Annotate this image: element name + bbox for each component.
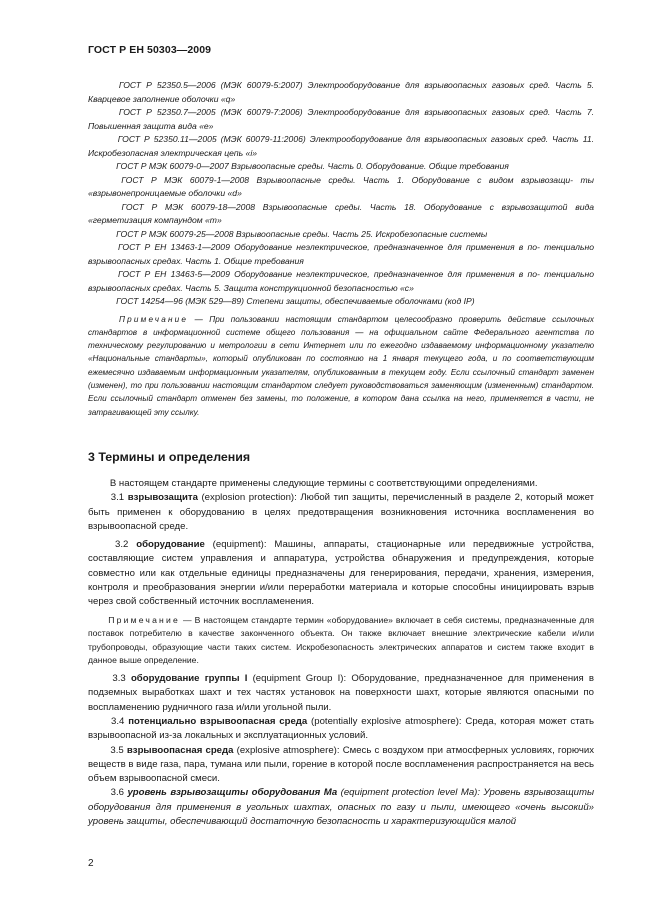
reference-item: ГОСТ Р ЕН 13463-5—2009 Оборудование неэлектрическое, предназначенное для применения в по- тенциально взрывоопасных средах. Часть 5. Защита конструкционной безопасностью «с» — [88, 269, 595, 293]
terms-body — [88, 477, 594, 829]
term-3-2: 3.2 оборудование (equipment): Машины, аппараты, стационарные или передвижные устройства, составляющие систем управления и аппаратура, устройства обнаружения и предупреждения, которые совместно или как отдельные единицы предназначены для генерирования, передачи, хранения, измерения, контроля и преобразования энергии и/или переработки материала и которые способны инициировать взрыв через свой собственный источник воспламенения. — [88, 539, 594, 608]
normative-references — [88, 79, 594, 419]
reference-item: ГОСТ Р МЭК 60079-18—2008 Взрывоопасные среды. Часть 18. Оборудование с взрывозащитой вида «герметизация компаундом «m» — [88, 201, 594, 225]
note-label: Примечание — [108, 614, 180, 625]
page-header: ГОСТ Р ЕН 50303—2009 — [88, 44, 212, 56]
reference-item: ГОСТ Р 52350.7—2005 (МЭК 60079-7:2006) Электрооборудование для взрывоопасных газовых сред. Часть 7. Повышенная защита вида «е» — [88, 107, 594, 131]
note-text: — При пользовании настоящим стандартом целесообразно проверить действие ссылочных стандартов в информационной системе общего пользования — на официальном сайте Федерального агентства по техническому регулированию и метрологии в сети Интернет или по ежегодно издаваемому информационному указателю «Национальные стандарты», который опубликован по состоянию на 1 января текущего года, и по соответствующим ежемесячно издаваемым информационным указателям, опубликованным в текущем году. Если ссылочный стандарт заменен (изменен), то при пользовании настоящим стандартом следует руководствоваться заменяющим (измененным) стандартом. Если ссылочный стандарт отменен без замены, то положение, в котором дана ссылка на него, применяется в части, не затрагивающей эту ссылку. — [88, 314, 594, 417]
intro-paragraph: В настоящем стандарте применены следующие термины с соответствующими определениями. — [109, 478, 538, 489]
note-text: — В настоящем стандарте термин «оборудование» включает в себя системы, предназначенные для поставок потребителю в качестве законченного объекта. Он также включает внешние электрические кабели и/или трубопроводы, образующие части таких систем. Искробезопасность электрических аппаратов и систем также входит в данное выше определение. — [88, 614, 595, 666]
reference-item: ГОСТ Р МЭК 60079-25—2008 Взрывоопасные среды. Часть 25. Искробезопасные системы — [116, 228, 488, 239]
term-3-6: 3.6 уровень взрывозащиты оборудования Ма (equipment protection level Ma): Уровень взрывозащиты оборудования для применения в угольных шахтах, опасных по газу и пыли, имеющего «очень высокий» уровень защиты, обеспечивающий достаточную безопасность и характеризующийся малой — [88, 787, 595, 828]
reference-item: ГОСТ 14254—96 (МЭК 529—89) Степени защиты, обеспечиваемые оболочками (код IP) — [116, 296, 475, 306]
reference-item: ГОСТ Р ЕН 13463-1—2009 Оборудование неэлектрическое, предназначенное для применения в по- тенциально взрывоопасных средах. Часть 1. Общие требования — [88, 242, 595, 266]
note-label: Примечание — [119, 314, 189, 324]
note-equipment — [88, 614, 594, 668]
term-3-4: 3.4 потенциально взрывоопасная среда (potentially explosive atmosphere): Среда, которая может стать взрывоопасной из-за локальных и эксплуатационных условий. — [88, 715, 595, 742]
note-references — [88, 313, 594, 419]
reference-item: ГОСТ Р 52350.5—2006 (МЭК 60079-5:2007) Электрооборудование для взрывоопасных газовых сред. Часть 5. Кварцевое заполнение оболочки «q» — [88, 80, 594, 104]
section-title: 3 Термины и определения — [88, 450, 251, 464]
reference-item: ГОСТ Р 52350.11—2005 (МЭК 60079-11:2006) Электрооборудование для взрывоопасных газовых сред. Часть 11. Искробезопасная электрическая цепь «i» — [88, 134, 594, 158]
term-3-3: 3.3 оборудование группы I (equipment Group I): Оборудование, предназначенное для применения в подземных выработках шахт и тех частях установок на поверхности шахт, которые являются опасными по воспламенению рудничного газа и/или угольной пыли. — [88, 673, 595, 713]
term-3-5: 3.5 взрывоопасная среда (explosive atmosphere): Смесь с воздухом при атмосферных условиях, горючих веществ в виде газа, пара, тумана или пыли, горение в которой после воспламенения распространяется на весь объем взрывоопасной смеси. — [88, 744, 595, 785]
term-3-1: 3.1 взрывозащита (explosion protection): Любой тип защиты, перечисленный в разделе 2, который может быть применен к оборудованию в целях предотвращения возникновения источника воспламенения во взрывоопасной среде. — [88, 492, 595, 532]
reference-item: ГОСТ Р МЭК 60079-0—2007 Взрывоопасные среды. Часть 0. Оборудование. Общие требования — [116, 161, 509, 171]
reference-item: ГОСТ Р МЭК 60079-1—2008 Взрывоопасные среды. Часть 1. Оборудование с видом взрывозащи- ты «взрывонепроницаемые оболочки «d» — [88, 174, 594, 198]
page-number: 2 — [88, 858, 94, 869]
